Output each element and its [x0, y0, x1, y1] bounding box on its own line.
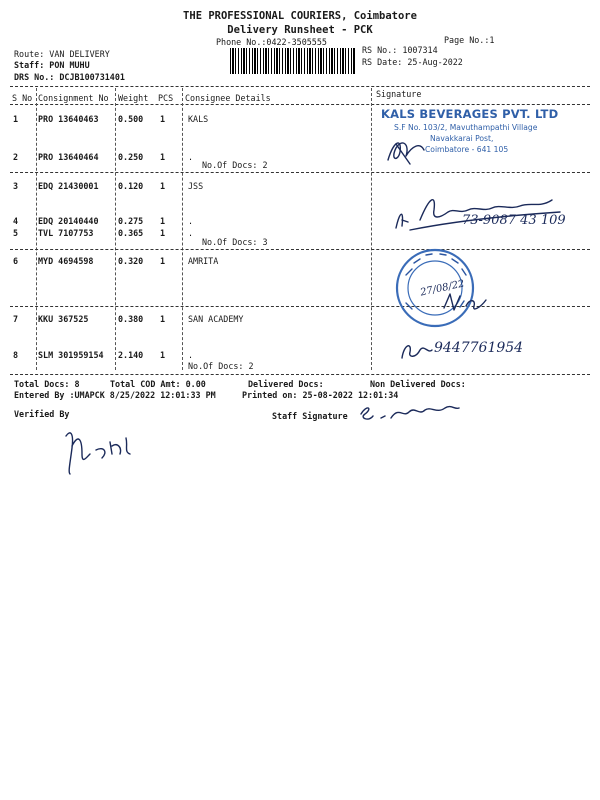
company-stamp-address: S.F No. 103/2, Mavuthampathi Village: [394, 123, 538, 132]
row-weight: 0.275: [118, 216, 144, 226]
row-consignment: PRO 13640464: [38, 152, 99, 162]
signature-kals: [380, 130, 430, 170]
row-consignment: EDQ 20140440: [38, 216, 99, 226]
row-sno: 4: [13, 216, 19, 226]
row-consignee: JSS: [188, 181, 204, 191]
row-consignee: .: [188, 216, 194, 226]
col-header-consignment: Consignment No: [38, 93, 109, 103]
row-consignee: AMRITA: [188, 256, 219, 266]
stamp-date: 27/08/22: [419, 278, 466, 299]
row-consignee: .: [188, 228, 194, 238]
row-pcs: 1: [160, 350, 166, 360]
verified-by-label: Verified By: [14, 409, 70, 419]
row-weight: 0.120: [118, 181, 144, 191]
col-header-weight: Weight: [118, 93, 149, 103]
row-consignment: PRO 13640463: [38, 114, 99, 124]
row-sno: 2: [13, 152, 19, 162]
row-pcs: 1: [160, 216, 166, 226]
signature-amrita: [440, 288, 500, 318]
row-consignment: SLM 301959154: [38, 350, 104, 360]
barcode: [230, 48, 356, 74]
divider: [10, 104, 590, 105]
row-consignee: SAN ACADEMY: [188, 314, 244, 324]
row-weight: 0.365: [118, 228, 144, 238]
route: Route: VAN DELIVERY: [14, 49, 110, 59]
non-delivered-docs: Non Delivered Docs:: [370, 379, 466, 389]
row-docs-count: No.Of Docs: 2: [188, 361, 254, 371]
sheet-title: Delivery Runsheet - PCK: [227, 24, 373, 36]
row-consignment: EDQ 21430001: [38, 181, 99, 191]
divider: [36, 88, 37, 370]
printed-on: Printed on: 25-08-2022 12:01:34: [242, 390, 399, 400]
col-header-signature: Signature: [376, 89, 422, 99]
row-sno: 8: [13, 350, 19, 360]
rs-date: RS Date: 25-Aug-2022: [362, 57, 463, 67]
verifier-signature: [60, 424, 160, 478]
row-weight: 0.380: [118, 314, 144, 324]
row-sno: 6: [13, 256, 19, 266]
company-stamp-address: Coimbatore - 641 105: [425, 145, 509, 154]
row-pcs: 1: [160, 114, 166, 124]
rs-number: RS No.: 1007314: [362, 45, 438, 55]
row-sno: 1: [13, 114, 19, 124]
divider: [182, 88, 183, 370]
row-consignment: KKU 367525: [38, 314, 89, 324]
row-consignee: .: [188, 152, 194, 162]
row-sno: 3: [13, 181, 19, 191]
company-name: THE PROFESSIONAL COURIERS, Coimbatore: [183, 10, 417, 22]
row-consignment: MYD 4694598: [38, 256, 94, 266]
page-number: Page No.:1: [444, 35, 495, 45]
staff-signature-label: Staff Signature: [272, 411, 348, 421]
row-docs-count: No.Of Docs: 2: [202, 160, 268, 170]
handwritten-phone: 73-9087 43 109: [462, 213, 566, 228]
row-consignment: TVL 7107753: [38, 228, 94, 238]
divider: [10, 172, 590, 173]
row-sno: 5: [13, 228, 19, 238]
divider: [10, 306, 590, 307]
staff-name: Staff: PON MUHU: [14, 60, 90, 70]
drs-number: DRS No.: DCJB100731401: [14, 72, 125, 82]
col-header-consignee: Consignee Details: [185, 93, 271, 103]
total-cod-amount: Total COD Amt: 0.00: [110, 379, 206, 389]
col-header-sno: S No: [12, 93, 33, 103]
row-weight: 2.140: [118, 350, 144, 360]
staff-signature: [355, 400, 465, 428]
divider: [371, 88, 372, 370]
row-weight: 0.250: [118, 152, 144, 162]
handwritten-phone: 9447761954: [434, 340, 524, 356]
row-consignee: .: [188, 350, 194, 360]
row-pcs: 1: [160, 152, 166, 162]
row-pcs: 1: [160, 314, 166, 324]
row-sno: 7: [13, 314, 19, 324]
total-docs: Total Docs: 8: [14, 379, 80, 389]
row-docs-count: No.Of Docs: 3: [202, 237, 268, 247]
company-stamp-name: KALS BEVERAGES PVT. LTD: [381, 107, 559, 121]
entered-by: Entered By :UMAPCK 8/25/2022 12:01:33 PM: [14, 390, 216, 400]
divider: [115, 88, 116, 370]
delivered-docs: Delivered Docs:: [248, 379, 324, 389]
company-stamp-address: Navakkarai Post,: [430, 134, 494, 143]
divider: [10, 249, 590, 250]
signature-slm: [398, 336, 438, 364]
row-pcs: 1: [160, 256, 166, 266]
col-header-pcs: PCS: [158, 93, 174, 103]
row-pcs: 1: [160, 228, 166, 238]
row-weight: 0.500: [118, 114, 144, 124]
divider: [10, 86, 590, 87]
row-weight: 0.320: [118, 256, 144, 266]
phone-number: Phone No.:0422-3505555: [216, 37, 327, 47]
divider: [10, 374, 590, 375]
row-pcs: 1: [160, 181, 166, 191]
row-consignee: KALS: [188, 114, 209, 124]
